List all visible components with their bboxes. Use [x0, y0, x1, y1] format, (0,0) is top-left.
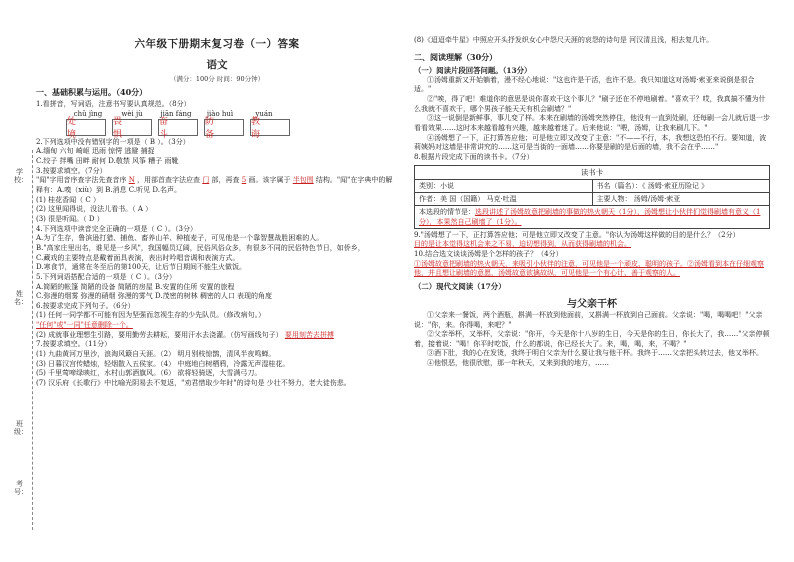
q3-answer-3: 5 — [241, 176, 247, 185]
answer-box-2: 畏 惧 — [112, 119, 152, 136]
subsection-2-heading: （二）现代文阅读（17分） — [414, 281, 506, 291]
section-2-heading: 二、阅读理解（30分） — [414, 51, 498, 62]
answer-box-5: 教 诲 — [250, 119, 290, 136]
q5-options-2: C.弥漫的烟雾 弥漫的硝烟 弥漫的雾气 D.茂密的树林 稠密的人口 表现的角度 — [36, 292, 273, 301]
q6-2: (2) 成就事业理想生引路，要用勤劳去耕耘，要用汗水去浇灌。（仿写画线句子） 要用刻苦去拼搏 — [36, 330, 334, 339]
q10-answer: ①汤姆故意把刷墙的热火朝天，来吸引小伙伴的注意，可见他是一个顽皮、聪明的孩子。②汤姆看到本在仔细观察他，并且想让刷墙的意愿，汤姆故意欲擒故纵，可见他是一个有心计、善于观察的人。 — [414, 259, 764, 278]
q3-answer-1: N — [128, 176, 135, 185]
q2-options-1: A.缅甸 六旬 崎岖 迅雨 惊愕 逃避 捕捉 — [36, 147, 155, 156]
card-book-title: 书名（篇名）：《 汤姆·索亚历险记 》 — [592, 180, 770, 192]
q6-text: 6.按要求完成下列句子。（6分） — [36, 301, 135, 310]
reading-card — [414, 165, 770, 229]
left-column — [36, 36, 398, 389]
q6-1: (1) 任何一同学都不可能有因为坚强而忽视生存的少先队员。（修改病句。） — [36, 311, 266, 320]
q7-line-1: (1) 九曲黄河万里沙，浪淘风簸自天涯。（2） 明月别枝惊鹊，清风半夜鸣蝉。 — [36, 350, 276, 359]
q4-option-b: B."高家庄里出名，谁见是一乡风"，我国幅员辽阔，民俗风俗众多，有很多不同的民俗特色节日，如侨乡， — [36, 243, 365, 252]
pinyin-3: jiān fáng — [160, 109, 192, 118]
card-author: 作者：美 国（国籍） 马克·吐温 — [419, 194, 517, 203]
q9-text: 9."汤姆想了一下，正打算答应他；可是他立即又改变了主意。"你认为汤姆这样做的目的是什么？（2分） — [414, 230, 740, 239]
q9-answer: 目的是让本觉得这机会来之不易，迫切想得到，从而获得刷墙的机会。 — [414, 240, 631, 249]
side-name-label: 姓名： — [14, 290, 28, 306]
q3-sub: "闻"字用音序查字法先查音序 N ，用部首查字法应查 门 部，再查 5 画。该字属于 半包围 结构。"闻"在字典中的解释有：A.嗅（xiù）到 B.消息 C.听见 D.名声。 — [36, 176, 393, 194]
passage-2-para-4: ④他恨恶，他很欣慰，那一年秋天，又来到我的地方，…… — [427, 359, 609, 368]
q6-2-answer: 要用刻苦去拼搏 — [284, 330, 334, 339]
q1-text: 1.看拼音，写词语，注意书写要认真规范。（8分） — [36, 100, 191, 108]
q4-option-a: A.为了生存，鲁滨逊打猎、捕鱼、畜养山羊、种植麦子，可见他是一个靠智慧战胜困难的人。 — [36, 234, 324, 243]
card-category: 类别：小说 — [419, 181, 454, 190]
subsection-1-heading: （一）阅读片段回答问题。（13分） — [414, 65, 532, 75]
right-column — [414, 36, 770, 369]
q7-line-3: (5) 千里莺啼绿映红，水村山郭酒旗风。（6） 欲将轻骑逐，大雪满弓刀。 — [36, 369, 262, 378]
q3-line-3: (3) 很是听闻。（ D ） — [36, 214, 104, 223]
subject-title: 语文 — [206, 59, 228, 71]
q3-line-2: (2) 这里闻得说，没法儿看书。（ A ） — [36, 205, 153, 214]
q5-text: 5.下列词语搭配合适的一项是（ C ）。（3分） — [36, 272, 176, 281]
q3-line-1: (1) 桂花香闻（ C ） — [36, 195, 100, 204]
side-class-label: 班级： — [14, 420, 28, 436]
passage-2-title: 与父亲干杯 — [567, 298, 617, 310]
passage-2-para-3: ③酒下肚，我的心在发烫，我终于明白父亲为什么要让我与他干杯。我终于……父亲把头转过去，他又举杯。 — [427, 349, 763, 358]
side-id-label: 考号： — [14, 480, 28, 496]
pinyin-4: jiào huì — [206, 109, 234, 118]
card-plot-answer: 选段讲述了汤姆故意把刷墙的事做的热火朝天（1分），汤姆想让小伙伴们觉得刷墙有意义（1分），本果然自己刷墙了（1分）。 — [419, 207, 761, 226]
q10-text: 10.结合选文谈谈汤姆是个怎样的孩子？（4分） — [414, 249, 563, 258]
pinyin-2: wèi jù — [121, 109, 143, 118]
q6-1-answer: "任何"或"一同"任意删除一个。 — [36, 321, 133, 330]
passage-2-para-2: ②父亲举杯，又举杯，父亲说："你开，今天是你十八岁的生日，今天是你的生日，你长大了，我……"父亲停顿着，接着说："喝！你平时吃饭，什么的都说，你已经长大了。来，喝，喝，来，不喝？" — [414, 330, 770, 348]
q4-option-c: C.藏戏的主要特点是戴着面具表演，表出时吟唱音调和表演方式。 — [36, 253, 240, 262]
answer-box-4: 防 备 — [204, 119, 244, 136]
q3-answer-2: 门 — [202, 176, 210, 185]
q2-text: 2.下列选项中没有错别字的一项是（ B ）。（3分） — [36, 137, 190, 146]
card-characters: 主要人物： 汤姆/汤姆·索亚 — [592, 193, 770, 205]
passage-2-para-1: ①父亲来一餐饭，两个酒瓶，斟满一杯放到他面前，又斟满一杯放到自己面前。父亲说："喝，喝喝吧！"父亲说："你，来。你得喝，来吧？" — [414, 310, 763, 329]
side-school-label: 学校： — [14, 168, 28, 184]
q5-options-1: A.简陋的帐篷 简陋的设备 简陋的房屋 B.安置的住所 安置的旅程 — [36, 282, 235, 291]
answer-boxes — [66, 117, 398, 141]
answer-box-1: 处 境 — [66, 119, 106, 136]
passage-1-para-2: ②"唉，得了吧！难道你的意思是说你喜欢干这个事儿？"刷子还在不停地刷着。"喜欢干？哎，我真搞不懂为什么我就不喜欢干，哪个男孩子能天天有机会刷墙？" — [414, 94, 766, 113]
passage-1-para-4: ④汤姆想了一下，正打算答应他；可是他立即又改变了主意："不——不行，本，我想这恐怕不行。要知道，波莉姨妈对这墙是非常讲究的……这可是当街的一面墙……你要是刷的是后面的墙，我不会在乎……" — [414, 133, 767, 152]
passage-1-para-3: ③这一说倒是新鲜事，事儿变了样。本来在刷墙的汤姆突然停住，他没有一直到处刷，还每刷一会儿就后退一步看看效果……这时本来越看越有兴趣，越来越着迷了。后来他说："喂，汤姆，让我来刷几下。" — [414, 114, 770, 132]
q4-text: 4.下列选项中读音完全正确的一项是（ C ）。（3分） — [36, 224, 197, 233]
q2-options-2: C.绞子 拌嘴 田畔 耐何 D.敬禁 风筝 糟子 雨靴 — [36, 156, 179, 165]
q7-8-text: (8)《迢迢牵牛星》中照应开头抒发织女心中怨尺天涯的哀怨的诗句是 河汉清且浅，相去复几许。 — [414, 36, 714, 44]
q3-answer-4: 半包围 — [292, 176, 314, 185]
q8-text: 8.根据片段完成下面的读书卡。（7分） — [414, 152, 534, 161]
q3-text: 3.按要求填空。（7分） — [36, 166, 107, 175]
page-title: 六年级下册期末复习卷（一）答案 — [134, 38, 300, 50]
card-plot: 本选段的情节是：选段讲述了汤姆故意把刷墙的事做的热火朝天（1分），汤姆想让小伙伴们觉得刷墙有意义（1分），本果然自己刷墙了（1分）。 — [419, 207, 761, 226]
pinyin-5: yuán — [255, 109, 273, 118]
reading-card-title: 读书卡 — [415, 166, 769, 180]
q7-text: 7.按要求填空。（11分） — [36, 340, 112, 349]
pinyin-1: chǔ jìng — [73, 109, 103, 118]
q7-line-2: (3) 日暮汉宫传蜡烛，轻烟散入五侯家。（4） 中庭地白树栖鸦，冷露无声湿桂花。 — [36, 359, 290, 368]
passage-1-para-1: ①汤姆重新又开始躺着，漫不经心地说："这也许是干活，也许不是。我只知道这对汤姆·索亚来说倒是很合适。" — [414, 75, 755, 94]
section-1-heading: 一、基础积累与运用。（40分） — [36, 87, 148, 97]
exam-meta: （满分：100分 时间：90分钟） — [169, 75, 265, 83]
binding-dashed-line — [32, 150, 33, 530]
q7-line-4: (7) 汉乐府《长歌行》中比喻光阴易去不复返，"劝君惜取少年时"的诗句是 少壮不努力，老大徒伤悲。 — [36, 379, 351, 388]
q4-option-d: D.寒食节，通常在冬至后的第100天，让后节日期间不能生火做饭。 — [36, 263, 246, 272]
answer-box-3: 奋 斗 — [158, 119, 198, 136]
